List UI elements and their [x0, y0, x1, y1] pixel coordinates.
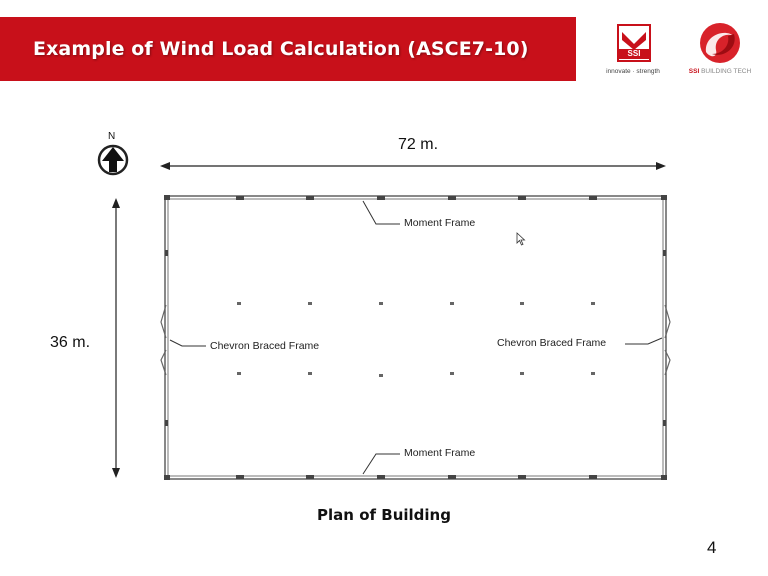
plan-caption: Plan of Building	[317, 506, 451, 524]
page-number: 4	[707, 538, 717, 557]
depth-label: 36 m.	[50, 334, 91, 351]
building-tech-prefix: SSI	[688, 68, 700, 75]
ssi-tagline: innovate · strength	[606, 68, 660, 75]
building-tech-name: BUILDING TECH	[701, 68, 752, 75]
width-label: 72 m.	[398, 136, 439, 153]
width-dimension-line	[160, 162, 666, 170]
chevron-right-label: Chevron Braced Frame	[497, 337, 607, 349]
moment-frame-top-label: Moment Frame	[404, 217, 476, 229]
ssi-logo-label: SSI	[619, 49, 649, 59]
chevron-left-label: Chevron Braced Frame	[210, 340, 320, 352]
north-label: N	[108, 131, 116, 142]
depth-dimension-line	[112, 198, 120, 478]
slide-title: Example of Wind Load Calculation (ASCE7-10)	[33, 38, 529, 60]
moment-frame-bottom-label: Moment Frame	[404, 447, 476, 459]
north-arrow-icon	[99, 146, 127, 174]
mouse-cursor-icon	[517, 233, 525, 245]
